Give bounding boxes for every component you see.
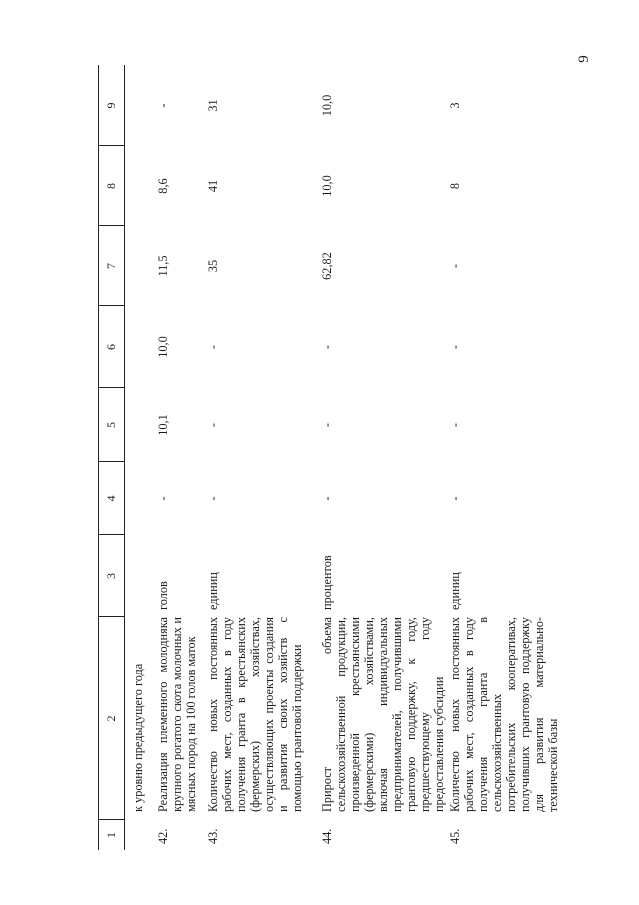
page-number: 9 <box>576 55 592 63</box>
row-43-col8: 41 <box>206 179 220 193</box>
row-44-col8: 10,0 <box>320 175 334 197</box>
row-42-no: 42. <box>156 828 170 844</box>
header-col-5: 5 <box>104 422 118 428</box>
row-44-col6: - <box>320 344 334 350</box>
header-col-6: 6 <box>104 344 118 350</box>
row-45-col7: - <box>448 263 462 269</box>
rotated-table <box>98 50 639 850</box>
row-45-col5: - <box>448 422 462 428</box>
row-45-description: Количество новых постоянных рабочих мест, созданных в году получения гранта в сельскохозяйственных потребительских кооперативах, получивших грантовую поддержку для развития материально-технической базы <box>448 617 560 812</box>
row-42-col6: 10,0 <box>156 336 170 358</box>
row-45-no: 45. <box>448 828 462 844</box>
header-col-1: 1 <box>104 832 118 838</box>
row-44-col5: - <box>320 422 334 428</box>
row-42-col8: 8,6 <box>156 178 170 194</box>
header-col-9: 9 <box>104 102 118 109</box>
row-45-col9: 3 <box>448 102 462 109</box>
header-col-4: 4 <box>104 495 118 502</box>
row-44-col7: 62,82 <box>320 252 334 280</box>
row-44-no: 44. <box>320 828 334 844</box>
header-col-3: 3 <box>104 573 118 579</box>
row-45-col4: - <box>448 496 462 501</box>
row-44-description: Прирост объема сельскохозяйственной продукции, произведенной крестьянскими (фермерскими) хозяйствами, включая индивидуальных предпринимателей, получившими грантовую поддержку, к году, предшествующему году предоставления субсидии <box>320 617 446 812</box>
row-44-col9: 10,0 <box>320 94 334 117</box>
header-col-8: 8 <box>104 183 118 189</box>
header-col-2: 2 <box>104 715 118 722</box>
row-44-unit: процентов <box>320 555 334 610</box>
row-45-unit: единиц <box>448 572 462 610</box>
row-42-col7: 11,5 <box>156 255 170 277</box>
header-col-7: 7 <box>104 263 118 269</box>
row-42-col9: - <box>156 103 170 108</box>
row-43-no: 43. <box>206 828 220 844</box>
row-43-col5: - <box>206 422 220 428</box>
row-42-description: Реализация племенного молодняка крупного рогатого скота молочных и мясных пород на 100 голов маток <box>156 617 198 812</box>
row-43-unit: единиц <box>206 572 220 610</box>
row-43-col4: - <box>206 496 220 501</box>
row-43-description: Количество новых постоянных рабочих мест, созданных в году получения гранта в крестьянских (фермерских) хозяйствах, осуществляющих проекты создания и развития своих хозяйств с помощью грантовой поддержки <box>206 617 304 812</box>
header-bottom-border <box>124 65 125 850</box>
continuation-text: к уровню предыдущего года <box>131 663 145 812</box>
row-42-col5: 10,1 <box>156 414 170 436</box>
row-45-col6: - <box>448 344 462 350</box>
row-43-col7: 35 <box>206 259 220 273</box>
row-44-col4: - <box>320 496 334 501</box>
row-42-col4: - <box>156 496 170 501</box>
row-43-col6: - <box>206 344 220 350</box>
row-45-col8: 8 <box>448 182 462 190</box>
row-42-unit: голов <box>156 581 170 610</box>
row-43-col9: 31 <box>206 99 220 112</box>
